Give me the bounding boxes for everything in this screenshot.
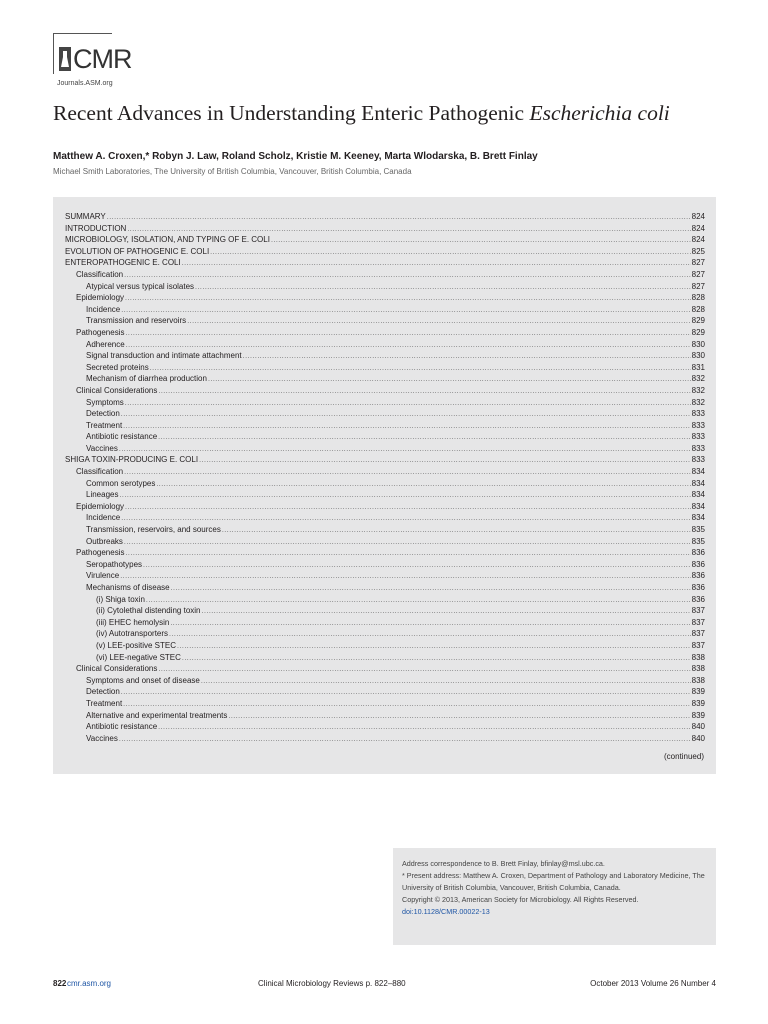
author-list: Matthew A. Croxen,* Robyn J. Law, Roland Scholz, Kristie M. Keeney, Marta Wlodarska, B. Brett Finlay [53, 151, 538, 162]
toc-leader-dots [199, 454, 691, 466]
toc-leader-dots [119, 733, 691, 745]
toc-entry-page: 840 [691, 722, 705, 732]
toc-entry[interactable] [65, 362, 705, 374]
article-title [53, 101, 733, 126]
toc-entry-label: Outbreaks [86, 536, 123, 546]
toc-entry-label: Common serotypes [86, 478, 156, 488]
toc-entry-page: 827 [691, 258, 705, 268]
toc-entry[interactable] [65, 501, 705, 513]
toc-entry-label: Detection [86, 687, 120, 697]
toc-entry-page: 839 [691, 698, 705, 708]
toc-entry[interactable] [65, 269, 705, 281]
present-address: * Present address: Matthew A. Croxen, Department of Pathology and Laboratory Medicine, The University of British Columbia, Vancouver, British Columbia, Canada. [402, 871, 705, 892]
toc-entry-label: ENTEROPATHOGENIC E. COLI [65, 258, 181, 268]
toc-entry[interactable] [65, 211, 705, 223]
toc-leader-dots [156, 478, 690, 490]
toc-entry-label: Atypical versus typical isolates [86, 281, 195, 291]
toc-entry-page: 835 [691, 525, 705, 535]
toc-entry-page: 834 [691, 467, 705, 477]
toc-entry-page: 838 [691, 664, 705, 674]
logo-subtitle: Journals.ASM.org [57, 80, 113, 87]
toc-entry-label: Seropathotypes [86, 559, 143, 569]
toc-entry[interactable] [65, 617, 705, 629]
toc-entry[interactable] [65, 315, 705, 327]
toc-entry[interactable] [65, 594, 705, 606]
toc-leader-dots [158, 663, 690, 675]
toc-entry-label: Treatment [86, 698, 123, 708]
toc-leader-dots [124, 466, 691, 478]
toc-leader-dots [187, 315, 690, 327]
toc-leader-dots [208, 373, 691, 385]
toc-entry-page: 834 [691, 490, 705, 500]
title-italic: Escherichia coli [529, 101, 670, 125]
toc-leader-dots [123, 420, 690, 432]
toc-entry[interactable] [65, 304, 705, 316]
toc-leader-dots [182, 257, 691, 269]
toc-entry[interactable] [65, 257, 705, 269]
toc-entry[interactable] [65, 431, 705, 443]
toc-leader-dots [171, 582, 691, 594]
toc-leader-dots [125, 292, 691, 304]
toc-entry-label: Clinical Considerations [76, 664, 158, 674]
toc-entry[interactable] [65, 559, 705, 571]
toc-entry-page: 833 [691, 455, 705, 465]
toc-leader-dots [123, 698, 690, 710]
toc-entry-label: Secreted proteins [86, 362, 149, 372]
toc-entry-page: 836 [691, 559, 705, 569]
toc-entry[interactable] [65, 327, 705, 339]
toc-entry-label: Epidemiology [76, 293, 125, 303]
toc-leader-dots [222, 524, 691, 536]
toc-entry[interactable] [65, 454, 705, 466]
toc-leader-dots [201, 675, 691, 687]
toc-entry-label: Antibiotic resistance [86, 722, 158, 732]
toc-entry-page: 829 [691, 316, 705, 326]
toc-entry[interactable] [65, 582, 705, 594]
toc-entry[interactable] [65, 408, 705, 420]
journal-logo [53, 33, 153, 93]
toc-leader-dots [143, 559, 691, 571]
toc-entry-label: Symptoms [86, 397, 124, 407]
toc-continued: (continued) [663, 752, 704, 761]
toc-entry[interactable] [65, 234, 705, 246]
toc-entry[interactable] [65, 686, 705, 698]
toc-entry[interactable] [65, 281, 705, 293]
toc-entry-page: 824 [691, 223, 705, 233]
toc-leader-dots [146, 594, 691, 606]
toc-entry[interactable] [65, 478, 705, 490]
toc-leader-dots [119, 489, 690, 501]
toc-entry[interactable] [65, 652, 705, 664]
toc-entry-label: Classification [76, 467, 124, 477]
toc-entry-page: 833 [691, 443, 705, 453]
toc-entry-label: (vi) LEE-negative STEC [96, 652, 181, 662]
toc-entry-label: (iii) EHEC hemolysin [96, 617, 170, 627]
toc-leader-dots [158, 385, 690, 397]
toc-leader-dots [125, 501, 691, 513]
toc-entry-page: 830 [691, 339, 705, 349]
toc-leader-dots [119, 443, 691, 455]
toc-leader-dots [121, 686, 691, 698]
toc-entry-page: 835 [691, 536, 705, 546]
toc-leader-dots [124, 269, 691, 281]
toc-leader-dots [120, 570, 690, 582]
toc-entry[interactable] [65, 675, 705, 687]
toc-entry[interactable] [65, 443, 705, 455]
toc-leader-dots [107, 211, 691, 223]
toc-entry-page: 838 [691, 675, 705, 685]
toc-entry-label: Mechanism of diarrhea production [86, 374, 207, 384]
toc-entry[interactable] [65, 721, 705, 733]
toc-entry[interactable] [65, 489, 705, 501]
toc-entry[interactable] [65, 640, 705, 652]
toc-entry[interactable] [65, 397, 705, 409]
toc-entry-label: Classification [76, 269, 124, 279]
toc-entry-label: Alternative and experimental treatments [86, 710, 228, 720]
toc-entry-label: Treatment [86, 420, 123, 430]
title-main: Recent Advances in Understanding Enteric Pathogenic [53, 101, 530, 125]
toc-leader-dots [202, 605, 691, 617]
toc-entry-page: 834 [691, 501, 705, 511]
toc-entry-label: Vaccines [86, 733, 118, 743]
toc-entry-page: 838 [691, 652, 705, 662]
toc-leader-dots [126, 339, 691, 351]
toc-leader-dots [158, 431, 690, 443]
toc-leader-dots [169, 628, 691, 640]
toc-leader-dots [170, 617, 690, 629]
toc-entry[interactable] [65, 246, 705, 258]
toc-entry-label: INTRODUCTION [65, 223, 127, 233]
toc-list [65, 211, 705, 744]
toc-entry[interactable] [65, 605, 705, 617]
toc-entry-label: SUMMARY [65, 212, 106, 221]
page-number: 822 [53, 979, 67, 988]
journal-citation: Clinical Microbiology Reviews p. 822–880 [258, 979, 406, 988]
toc-entry-label: Incidence [86, 304, 121, 314]
toc-entry-label: Epidemiology [76, 501, 125, 511]
doi-link[interactable]: doi:10.1128/CMR.00022-13 [402, 907, 490, 916]
toc-leader-dots [182, 652, 691, 664]
toc-entry-label: Pathogenesis [76, 327, 125, 337]
toc-leader-dots [210, 246, 690, 258]
toc-entry-label: Incidence [86, 513, 121, 523]
toc-entry-page: 840 [691, 733, 705, 743]
toc-entry-page: 833 [691, 432, 705, 442]
toc-entry-page: 836 [691, 594, 705, 604]
toc-entry[interactable] [65, 698, 705, 710]
toc-entry-label: Pathogenesis [76, 548, 125, 558]
correspondence-address: Address correspondence to B. Brett Finlay, bfinlay@msl.ubc.ca. [402, 859, 605, 868]
page-footer [53, 979, 716, 991]
toc-entry-page: 834 [691, 478, 705, 488]
toc-entry-page: 831 [691, 362, 705, 372]
toc-entry[interactable] [65, 292, 705, 304]
toc-leader-dots [158, 721, 690, 733]
toc-entry[interactable] [65, 223, 705, 235]
toc-leader-dots [271, 234, 691, 246]
toc-entry-label: Lineages [86, 490, 119, 500]
toc-entry-label: Virulence [86, 571, 120, 581]
toc-entry-page: 833 [691, 420, 705, 430]
toc-leader-dots [177, 640, 691, 652]
toc-entry-label: (v) LEE-positive STEC [96, 640, 177, 650]
toc-entry[interactable] [65, 373, 705, 385]
toc-leader-dots [124, 536, 691, 548]
toc-entry-label: Signal transduction and intimate attachment [86, 351, 242, 361]
toc-entry-label: Adherence [86, 339, 125, 349]
toc-entry-page: 836 [691, 548, 705, 558]
toc-entry-page: 836 [691, 571, 705, 581]
toc-entry-page: 837 [691, 617, 705, 627]
toc-entry-page: 827 [691, 281, 705, 291]
toc-entry[interactable] [65, 350, 705, 362]
toc-entry[interactable] [65, 663, 705, 675]
toc-entry-label: SHIGA TOXIN-PRODUCING E. COLI [65, 455, 199, 465]
toc-entry-label: Mechanisms of disease [86, 583, 170, 592]
toc-entry-label: Antibiotic resistance [86, 432, 158, 442]
toc-entry-label: Clinical Considerations [76, 385, 158, 395]
toc-entry[interactable] [65, 547, 705, 559]
toc-entry-page: 828 [691, 293, 705, 303]
toc-entry-page: 839 [691, 687, 705, 697]
logo-text: CMR [73, 44, 132, 74]
toc-entry[interactable] [65, 524, 705, 536]
toc-leader-dots [121, 512, 690, 524]
toc-entry-page: 828 [691, 304, 705, 314]
correspondence-box [393, 848, 716, 945]
toc-leader-dots [125, 397, 691, 409]
toc-entry-label: Symptoms and onset of disease [86, 675, 200, 685]
toc-entry[interactable] [65, 385, 705, 397]
toc-entry[interactable] [65, 512, 705, 524]
toc-entry-page: 824 [691, 235, 705, 245]
flask-icon [59, 47, 71, 71]
toc-entry-label: Vaccines [86, 443, 118, 453]
correspondence-text [402, 858, 710, 918]
toc-entry-page: 832 [691, 374, 705, 384]
affiliation: Michael Smith Laboratories, The University of British Columbia, Vancouver, British Columbia, Canada [53, 167, 412, 176]
toc-leader-dots [228, 710, 690, 722]
toc-entry[interactable] [65, 339, 705, 351]
toc-entry[interactable] [65, 733, 705, 745]
toc-leader-dots [127, 223, 690, 235]
copyright: Copyright © 2013, American Society for Microbiology. All Rights Reserved. [402, 895, 639, 904]
toc-entry-page: 836 [691, 583, 705, 592]
toc-leader-dots [150, 362, 691, 374]
toc-leader-dots [243, 350, 691, 362]
toc-entry[interactable] [65, 536, 705, 548]
toc-entry-page: 837 [691, 606, 705, 616]
toc-entry-page: 837 [691, 629, 705, 639]
toc-entry-page: 827 [691, 269, 705, 279]
toc-entry-label: (ii) Cytolethal distending toxin [96, 606, 201, 616]
toc-entry-page: 832 [691, 397, 705, 407]
toc-entry[interactable] [65, 420, 705, 432]
toc-entry[interactable] [65, 628, 705, 640]
toc-entry[interactable] [65, 466, 705, 478]
toc-leader-dots [121, 408, 691, 420]
toc-leader-dots [195, 281, 691, 293]
toc-entry-page: 829 [691, 327, 705, 337]
toc-entry-page: 830 [691, 351, 705, 361]
toc-entry-page: 834 [691, 513, 705, 523]
toc-entry-label: EVOLUTION OF PATHOGENIC E. COLI [65, 246, 210, 256]
table-of-contents [53, 197, 716, 774]
issue-info: October 2013 Volume 26 Number 4 [590, 979, 716, 988]
toc-entry-label: Detection [86, 409, 120, 419]
toc-entry-page: 837 [691, 640, 705, 650]
toc-entry-label: Transmission, reservoirs, and sources [86, 525, 221, 535]
toc-leader-dots [125, 327, 690, 339]
toc-leader-dots [125, 547, 690, 559]
toc-entry[interactable] [65, 710, 705, 722]
toc-entry-page: 832 [691, 385, 705, 395]
toc-entry[interactable] [65, 570, 705, 582]
toc-entry-label: MICROBIOLOGY, ISOLATION, AND TYPING OF E. COLI [65, 235, 270, 245]
toc-entry-page: 833 [691, 409, 705, 419]
journal-site-link[interactable]: cmr.asm.org [67, 979, 112, 988]
toc-entry-label: (iv) Autotransporters [96, 629, 169, 639]
toc-entry-page: 839 [691, 710, 705, 720]
toc-entry-label: Transmission and reservoirs [86, 316, 187, 326]
toc-entry-page: 825 [691, 246, 705, 256]
toc-leader-dots [121, 304, 690, 316]
toc-entry-label: (i) Shiga toxin [96, 594, 145, 604]
toc-entry-page: 824 [691, 212, 705, 221]
